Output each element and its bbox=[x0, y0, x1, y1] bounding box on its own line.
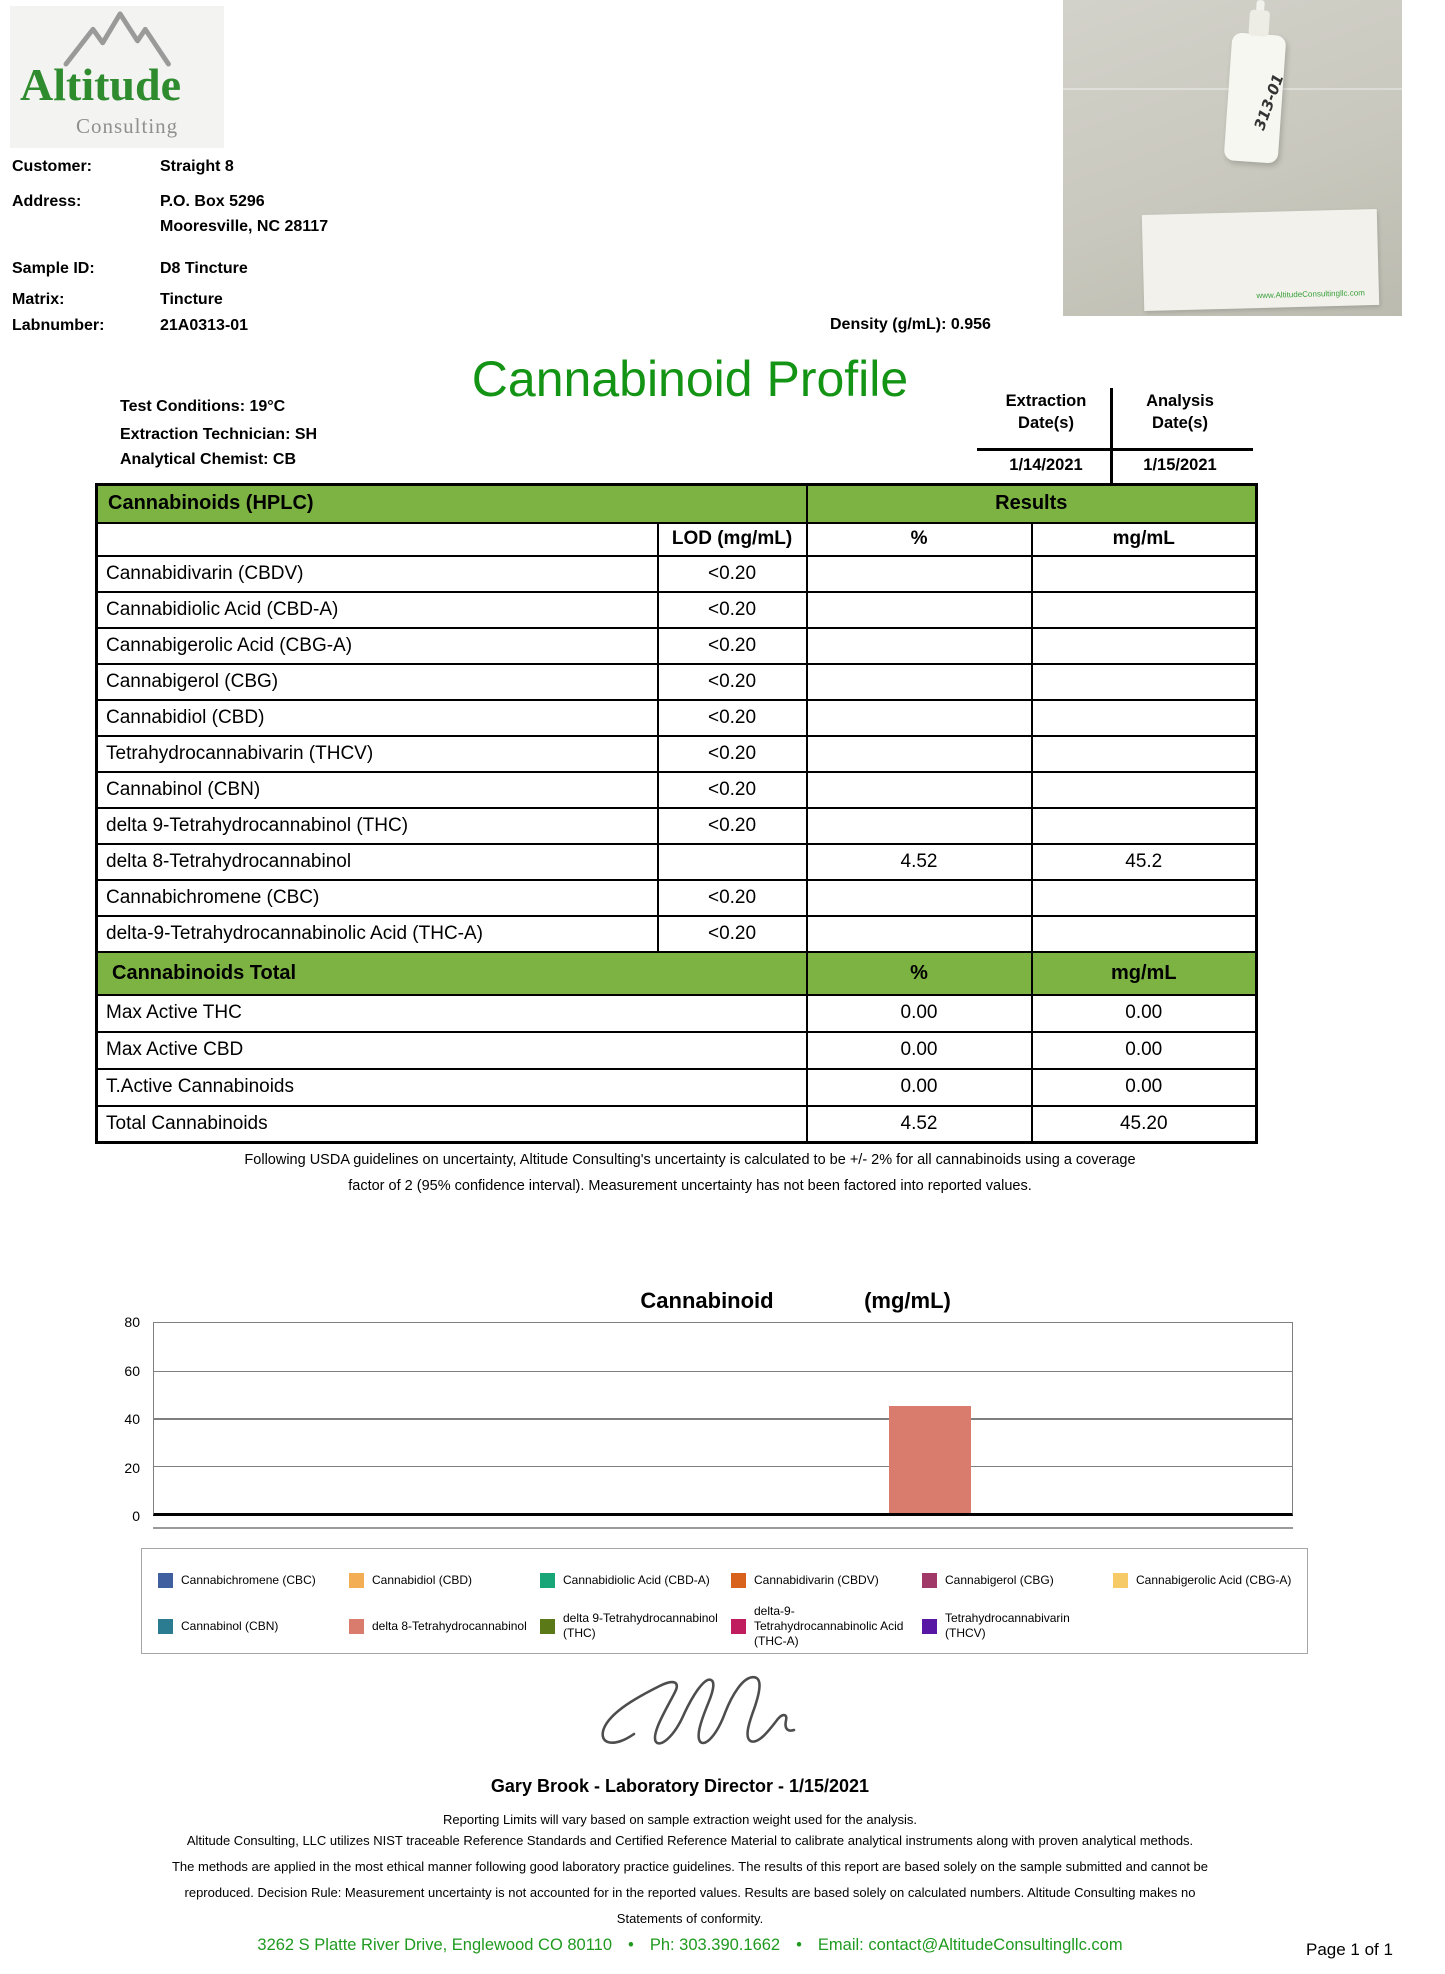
bar-7 bbox=[889, 1406, 972, 1513]
uncertainty-footnote bbox=[50, 1147, 1330, 1199]
table-section-header: Cannabinoids (HPLC) bbox=[97, 485, 807, 523]
disclaimer-line: The methods are applied in the most ethical manner following good laboratory practice guidelines. The results of this report are based solely on the sample submitted and cannot be bbox=[171, 1859, 1209, 1874]
disclaimer-line: Statements of conformity. bbox=[616, 1911, 764, 1926]
extraction-date-value: 1/14/2021 bbox=[1009, 456, 1083, 474]
legend-item bbox=[731, 1573, 922, 1588]
pct-value bbox=[807, 880, 1032, 916]
totals-section bbox=[97, 952, 1257, 995]
bottle-cap bbox=[1248, 9, 1270, 36]
logo-brand-text: Altitude bbox=[20, 59, 181, 110]
labnumber-label: Labnumber: bbox=[12, 317, 105, 334]
table-row bbox=[97, 664, 1257, 700]
totals-header-row bbox=[97, 952, 1257, 995]
footnote-line-1: Following USDA guidelines on uncertainty, Altitude Consulting's uncertainty is calculated to be +/- 2% for all cannabinoids using a coverage bbox=[244, 1152, 1136, 1168]
chart-plot bbox=[153, 1322, 1293, 1516]
lod-value: <0.20 bbox=[658, 880, 807, 916]
table-header-section bbox=[97, 485, 1257, 556]
legend-swatch bbox=[158, 1619, 173, 1634]
legend-swatch bbox=[922, 1619, 937, 1634]
analyte-name: Cannabidiol (CBD) bbox=[97, 700, 658, 736]
analyte-name: Cannabidiolic Acid (CBD-A) bbox=[97, 592, 658, 628]
legend-item bbox=[349, 1619, 540, 1634]
address-line-2: Mooresville, NC 28117 bbox=[160, 218, 329, 235]
legend-label: Cannabichromene (CBC) bbox=[181, 1572, 316, 1587]
legend-item bbox=[158, 1573, 349, 1588]
legend-item bbox=[922, 1573, 1113, 1588]
lod-value: <0.20 bbox=[658, 700, 807, 736]
extraction-date-header: Extraction Date(s) bbox=[1005, 392, 1087, 433]
matrix-value: Tincture bbox=[160, 291, 223, 308]
totals-section-header: Cannabinoids Total bbox=[97, 952, 807, 995]
lod-value: <0.20 bbox=[658, 772, 807, 808]
analyte-name: delta-9-Tetrahydrocannabinolic Acid (THC-A) bbox=[97, 916, 658, 952]
total-mgml-value: 0.00 bbox=[1032, 995, 1257, 1032]
y-tick-label: 40 bbox=[124, 1411, 140, 1427]
legend-label: Cannabidivarin (CBDV) bbox=[754, 1572, 879, 1587]
mgml-value bbox=[1032, 880, 1257, 916]
blank-header-cell bbox=[97, 523, 658, 556]
y-tick-label: 60 bbox=[124, 1362, 140, 1379]
results-header: Results bbox=[807, 485, 1257, 523]
bottle-handwritten-label: 313-01 bbox=[1250, 71, 1288, 133]
gridline-40 bbox=[154, 1418, 1292, 1420]
mgml-value bbox=[1032, 592, 1257, 628]
table-section-header-row bbox=[97, 485, 1257, 523]
lod-value: <0.20 bbox=[658, 628, 807, 664]
analytical-chemist: Analytical Chemist: CB bbox=[120, 451, 297, 468]
pct-value bbox=[807, 592, 1032, 628]
analyte-name: Cannabidivarin (CBDV) bbox=[97, 556, 658, 592]
legend-swatch bbox=[922, 1573, 937, 1588]
table-row bbox=[97, 844, 1257, 880]
total-label: Max Active THC bbox=[97, 995, 807, 1032]
table-row bbox=[97, 736, 1257, 772]
legend-label: Cannabidiol (CBD) bbox=[372, 1572, 473, 1587]
total-mgml-value: 45.20 bbox=[1032, 1106, 1257, 1143]
mgml-value bbox=[1032, 772, 1257, 808]
page-title: Cannabinoid Profile bbox=[471, 351, 909, 407]
totals-pct-header: % bbox=[807, 952, 1032, 995]
legend-item bbox=[540, 1573, 731, 1588]
legend-item bbox=[922, 1611, 1113, 1641]
photo-card-text: www.AltitudeConsultingllc.com bbox=[1256, 288, 1366, 301]
extraction-technician: Extraction Technician: SH bbox=[120, 426, 318, 443]
table-row bbox=[97, 916, 1257, 952]
matrix-label: Matrix: bbox=[12, 291, 65, 308]
legend-label: Cannabidiolic Acid (CBD-A) bbox=[563, 1572, 710, 1587]
mgml-column-header: mg/mL bbox=[1032, 523, 1257, 556]
dates-underline bbox=[977, 448, 1253, 451]
pct-value bbox=[807, 664, 1032, 700]
pct-value bbox=[807, 916, 1032, 952]
legend-item bbox=[540, 1611, 731, 1641]
table-row bbox=[97, 880, 1257, 916]
reporting-limits-note: Reporting Limits will vary based on sample extraction weight used for the analysis. bbox=[442, 1812, 917, 1827]
customer-label: Customer: bbox=[12, 158, 93, 175]
pct-value bbox=[807, 628, 1032, 664]
lod-value: <0.20 bbox=[658, 736, 807, 772]
analyte-name: delta 9-Tetrahydrocannabinol (THC) bbox=[97, 808, 658, 844]
chart-legend bbox=[141, 1548, 1308, 1654]
labnumber-value: 21A0313-01 bbox=[160, 317, 249, 334]
analyte-name: Tetrahydrocannabivarin (THCV) bbox=[97, 736, 658, 772]
analyte-name: Cannabigerol (CBG) bbox=[97, 664, 658, 700]
pct-value bbox=[807, 808, 1032, 844]
legend-item bbox=[1113, 1573, 1304, 1588]
analyte-name: Cannabigerolic Acid (CBG-A) bbox=[97, 628, 658, 664]
legend-swatch bbox=[731, 1573, 746, 1588]
total-label: Max Active CBD bbox=[97, 1032, 807, 1069]
address-line-1: P.O. Box 5296 bbox=[160, 193, 265, 210]
analyte-name: delta 8-Tetrahydrocannabinol bbox=[97, 844, 658, 880]
density-value: Density (g/mL): 0.956 bbox=[830, 316, 991, 333]
table-row bbox=[97, 592, 1257, 628]
lod-value: <0.20 bbox=[658, 808, 807, 844]
legend-item bbox=[731, 1604, 922, 1649]
totals-mgml-header: mg/mL bbox=[1032, 952, 1257, 995]
gridline-60 bbox=[154, 1371, 1292, 1373]
disclaimer-block bbox=[50, 1833, 1330, 1937]
legend-label: delta-9-Tetrahydrocannabinolic Acid (THC-A) bbox=[754, 1603, 904, 1648]
contact-part: 3262 S Platte River Drive, Englewood CO 80110 bbox=[257, 1936, 613, 1954]
chart-title: Cannabinoid bbox=[640, 1288, 774, 1313]
lod-value bbox=[658, 844, 807, 880]
mgml-value bbox=[1032, 808, 1257, 844]
legend-item bbox=[158, 1619, 349, 1634]
mgml-value bbox=[1032, 700, 1257, 736]
total-mgml-value: 0.00 bbox=[1032, 1032, 1257, 1069]
table-row bbox=[97, 700, 1257, 736]
table-row bbox=[97, 556, 1257, 592]
altitude-logo bbox=[10, 6, 224, 148]
legend-label: Cannabinol (CBN) bbox=[181, 1618, 279, 1633]
lod-column-header: LOD (mg/mL) bbox=[658, 523, 807, 556]
cannabinoid-table bbox=[95, 483, 1258, 1144]
legend-swatch bbox=[158, 1573, 173, 1588]
mgml-value bbox=[1032, 628, 1257, 664]
legend-label: Cannabigerol (CBG) bbox=[945, 1572, 1054, 1587]
legend-label: Cannabigerolic Acid (CBG-A) bbox=[1136, 1572, 1292, 1587]
analyte-name: Cannabichromene (CBC) bbox=[97, 880, 658, 916]
total-label: T.Active Cannabinoids bbox=[97, 1069, 807, 1106]
total-row bbox=[97, 1032, 1257, 1069]
total-label: Total Cannabinoids bbox=[97, 1106, 807, 1143]
customer-value: Straight 8 bbox=[160, 158, 234, 175]
pct-value: 4.52 bbox=[807, 844, 1032, 880]
chart-unit-label: (mg/mL) bbox=[864, 1288, 951, 1313]
lod-value: <0.20 bbox=[658, 664, 807, 700]
page-number: Page 1 of 1 bbox=[1306, 1940, 1393, 1959]
legend-swatch bbox=[731, 1619, 746, 1634]
sample-id-label: Sample ID: bbox=[12, 260, 95, 277]
total-pct-value: 4.52 bbox=[807, 1106, 1032, 1143]
total-pct-value: 0.00 bbox=[807, 1069, 1032, 1106]
disclaimer-line: Altitude Consulting, LLC utilizes NIST traceable Reference Standards and Certified Reference Material to calibrate analytical instruments along with proven analytical methods. bbox=[186, 1833, 1194, 1848]
contact-separator: • bbox=[796, 1936, 802, 1954]
legend-label: delta 9-Tetrahydrocannabinol (THC) bbox=[563, 1611, 718, 1640]
y-tick-label: 0 bbox=[132, 1508, 140, 1524]
contact-part: Ph: 303.390.1662 bbox=[649, 1936, 781, 1954]
total-row bbox=[97, 1106, 1257, 1143]
pct-column-header: % bbox=[807, 523, 1032, 556]
lod-value: <0.20 bbox=[658, 592, 807, 628]
signature bbox=[570, 1660, 810, 1772]
pct-value bbox=[807, 772, 1032, 808]
gridline-20 bbox=[154, 1466, 1292, 1468]
legend-swatch bbox=[349, 1573, 364, 1588]
lod-value: <0.20 bbox=[658, 556, 807, 592]
total-pct-value: 0.00 bbox=[807, 995, 1032, 1032]
legend-label: Tetrahydrocannabivarin (THCV) bbox=[945, 1611, 1070, 1640]
legend-item bbox=[349, 1573, 540, 1588]
logo-subtitle-text: Consulting bbox=[76, 114, 179, 138]
dates-block bbox=[985, 390, 1245, 486]
legend-swatch bbox=[540, 1619, 555, 1634]
total-rows bbox=[97, 995, 1257, 1143]
mgml-value bbox=[1032, 916, 1257, 952]
legend-label: delta 8-Tetrahydrocannabinol bbox=[372, 1618, 527, 1633]
table-row bbox=[97, 772, 1257, 808]
pct-value bbox=[807, 556, 1032, 592]
table-row bbox=[97, 808, 1257, 844]
y-axis bbox=[100, 1314, 146, 1524]
total-row bbox=[97, 1069, 1257, 1106]
contact-line bbox=[0, 1936, 1380, 1955]
mgml-value bbox=[1032, 664, 1257, 700]
sample-id-value: D8 Tincture bbox=[160, 260, 248, 277]
signature-line: Gary Brook - Laboratory Director - 1/15/2021 bbox=[490, 1776, 870, 1796]
analysis-date-header: Analysis Date(s) bbox=[1146, 392, 1214, 433]
table-row bbox=[97, 628, 1257, 664]
analyte-name: Cannabinol (CBN) bbox=[97, 772, 658, 808]
sample-bottle bbox=[1224, 32, 1287, 163]
chart-frame-bottom bbox=[153, 1527, 1293, 1529]
legend-swatch bbox=[540, 1573, 555, 1588]
test-conditions: Test Conditions: 19°C bbox=[120, 398, 286, 415]
dates-divider bbox=[1110, 388, 1113, 486]
legend-swatch bbox=[1113, 1573, 1128, 1588]
total-row bbox=[97, 995, 1257, 1032]
footnote-line-2: factor of 2 (95% confidence interval). Measurement uncertainty has not been factored into reported values. bbox=[348, 1178, 1032, 1194]
pct-value bbox=[807, 700, 1032, 736]
photo-card bbox=[1142, 209, 1379, 311]
mgml-value bbox=[1032, 556, 1257, 592]
cannabinoid-rows bbox=[97, 556, 1257, 952]
address-label: Address: bbox=[12, 193, 82, 210]
contact-separator: • bbox=[628, 1936, 634, 1954]
total-mgml-value: 0.00 bbox=[1032, 1069, 1257, 1106]
mgml-value: 45.2 bbox=[1032, 844, 1257, 880]
lod-value: <0.20 bbox=[658, 916, 807, 952]
analysis-date-value: 1/15/2021 bbox=[1143, 456, 1217, 474]
y-tick-label: 20 bbox=[124, 1459, 140, 1476]
total-pct-value: 0.00 bbox=[807, 1032, 1032, 1069]
pct-value bbox=[807, 736, 1032, 772]
y-tick-label: 80 bbox=[124, 1314, 140, 1330]
contact-part: Email: contact@AltitudeConsultingllc.com bbox=[817, 1936, 1123, 1954]
legend-swatch bbox=[349, 1619, 364, 1634]
sample-photo bbox=[1063, 0, 1402, 316]
table-column-header-row bbox=[97, 523, 1257, 556]
disclaimer-line: reproduced. Decision Rule: Measurement uncertainty is not accounted for in the reported values. Results are based solely on calculated numbers. Altitude Consulting makes no bbox=[184, 1885, 1196, 1900]
mgml-value bbox=[1032, 736, 1257, 772]
